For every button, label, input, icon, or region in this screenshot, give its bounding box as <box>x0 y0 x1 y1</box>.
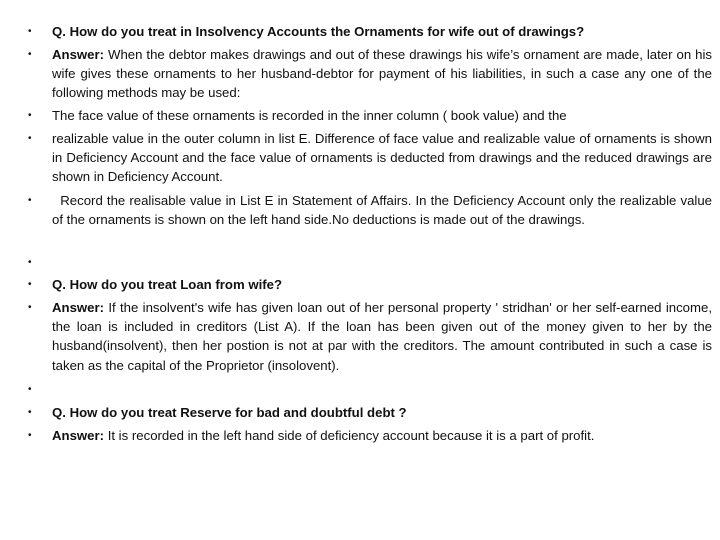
q1-answer-body: When the debtor makes drawings and out of these drawings his wife’s ornament are made, later on his wife gives these ornaments to her husband-debtor for payment of his liabilities, in such a case any one of the following methods may be used: <box>52 47 712 101</box>
q3-question <box>28 403 712 422</box>
q2-answer-text <box>52 298 712 375</box>
answer-label: Answer: <box>52 428 105 443</box>
bullet: • <box>28 49 32 60</box>
q1-answer <box>28 45 712 103</box>
q1-answer-text <box>52 45 712 103</box>
q3-answer-body: It is recorded in the left hand side of deficiency account because it is a part of profit. <box>104 428 595 443</box>
q1-question-text: Q. How do you treat in Insolvency Accounts the Ornaments for wife out of drawings? <box>52 24 585 39</box>
bullet: • <box>28 279 32 290</box>
q2-question <box>28 275 712 294</box>
answer-label: Answer: <box>52 300 105 315</box>
bullet: • <box>28 195 32 206</box>
q1-question <box>28 22 712 41</box>
empty-bullet <box>28 380 712 399</box>
bullet: • <box>28 110 32 121</box>
q3-question-text: Q. How do you treat Reserve for bad and doubtful debt ? <box>52 405 407 420</box>
q1-method1-cont-text: realizable value in the outer column in list E. Difference of face value and realizable value of ornaments is shown in Deficiency Account and the face value of ornaments is deducted from drawings and the reduced drawings are shown in Deficiency Account. <box>52 131 712 185</box>
q2-question-text: Q. How do you treat Loan from wife? <box>52 277 283 292</box>
bullet: • <box>28 133 32 144</box>
q2-answer <box>28 298 712 375</box>
bullet: • <box>28 430 32 441</box>
bullet: • <box>28 257 32 268</box>
q3-answer <box>28 426 712 445</box>
bullet: • <box>28 26 32 37</box>
q1-method1 <box>28 106 712 125</box>
bullet: • <box>28 407 32 418</box>
q1-method2-text: Record the realisable value in List E in Statement of Affairs. In the Deficiency Account only the realizable value of the ornaments is shown on the left hand side.No deductions is made out of the drawings. <box>52 193 716 228</box>
empty-bullet <box>28 253 712 272</box>
bullet: • <box>28 302 32 313</box>
bullet: • <box>28 384 32 395</box>
q1-method1-continued <box>28 129 712 187</box>
q1-method2 <box>28 191 716 229</box>
q2-answer-body: If the insolvent's wife has given loan out of her personal property ' stridhan' or her self-earned income, the loan is included in creditors (List A). If the loan has been given out of the money given to her by the husband(insolvent), then her postion is not at par with the creditors. The amount contributed in such a case is taken as the capital of the Proprietor (insolovent). <box>52 300 712 373</box>
q3-answer-text <box>52 426 712 445</box>
answer-label: Answer: <box>52 47 105 62</box>
q1-method1-text: The face value of these ornaments is recorded in the inner column ( book value) and the <box>52 108 567 123</box>
